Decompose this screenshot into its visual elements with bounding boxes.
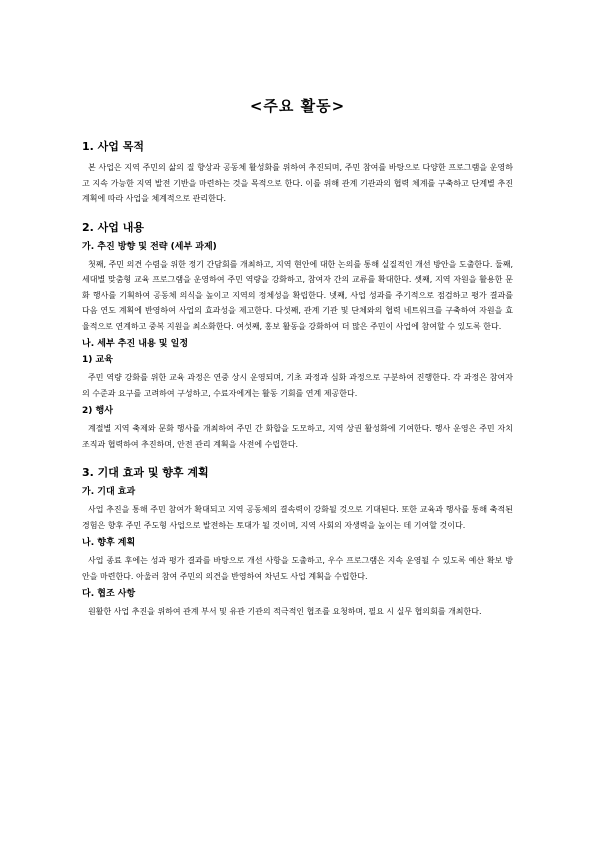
document-title: <주요 활동>	[249, 97, 346, 115]
section-heading: 3. 기대 효과 및 향후 계획	[82, 466, 209, 479]
body-paragraph: 계절별 지역 축제와 문화 행사를 개최하여 주민 간 화합을 도모하고, 지역 상권 활성화에 기여한다. 행사 운영은 주민 자치 조직과 협력하여 추진하며, 안전 관리 계획을 사전에 수립한다.	[82, 424, 513, 449]
document-body	[82, 140, 513, 620]
body-paragraph: 첫째, 주민 의견 수렴을 위한 정기 간담회를 개최하고, 지역 현안에 대한 논의를 통해 실질적인 개선 방안을 도출한다. 둘째, 세대별 맞춤형 교육 프로그램을 운영하여 주민 역량을 강화하고, 참여자 간의 교류를 확대한다. 셋째, 지역 자원을 활용한 문화 행사를 기획하여 공동체 의식을 높이고 지역의 정체성을 확립한다. 넷째, 사업 성과를 주기적으로 점검하고 평가 결과를 다음 연도 계획에 반영하여 사업의 효과성을 제고한다. 다섯째, 관계 기관 및 단체와의 협력 네트워크를 구축하여 자원을 효율적으로 연계하고 중복 지원을 최소화한다. 여섯째, 홍보 활동을 강화하여 더 많은 주민이 사업에 참여할 수 있도록 한다.	[82, 259, 513, 331]
body-paragraph: 본 사업은 지역 주민의 삶의 질 향상과 공동체 활성화를 위하여 추진되며, 주민 참여를 바탕으로 다양한 프로그램을 운영하고 지속 가능한 지역 발전 기반을 마련하는 것을 목적으로 한다. 이를 위해 관계 기관과의 협력 체계를 구축하고 단계별 추진 계획에 따라 사업을 체계적으로 관리한다.	[82, 163, 513, 203]
subheading: 다. 협조 사항	[82, 589, 136, 599]
section-heading: 1. 사업 목적	[82, 140, 144, 153]
section-2	[82, 221, 513, 453]
body-paragraph: 사업 종료 후에는 성과 평가 결과를 바탕으로 개선 사항을 도출하고, 우수 프로그램은 지속 운영될 수 있도록 예산 확보 방안을 마련한다. 아울러 참여 주민의 의견을 반영하여 차년도 사업 계획을 수립한다.	[82, 556, 513, 581]
subheading: 가. 기대 효과	[82, 487, 136, 497]
subheading: 나. 향후 계획	[82, 538, 136, 548]
subheading: 가. 추진 방향 및 전략 (세부 과제)	[82, 241, 217, 252]
subheading: 2) 행사	[82, 406, 113, 416]
body-paragraph: 사업 추진을 통해 주민 참여가 확대되고 지역 공동체의 결속력이 강화될 것으로 기대된다. 또한 교육과 행사를 통해 축적된 경험은 향후 주민 주도형 사업으로 발전하는 토대가 될 것이며, 지역 사회의 자생력을 높이는 데 기여할 것이다.	[82, 505, 513, 530]
body-paragraph: 주민 역량 강화를 위한 교육 과정은 연중 상시 운영되며, 기초 과정과 심화 과정으로 구분하여 진행한다. 각 과정은 참여자의 수준과 요구를 고려하여 구성하고, 수료자에게는 활동 기회를 연계 제공한다.	[82, 373, 513, 398]
section-1	[82, 140, 513, 207]
section-heading: 2. 사업 내용	[82, 220, 144, 234]
subheading: 1) 교육	[82, 355, 113, 365]
body-paragraph: 원활한 사업 추진을 위하여 관계 부서 및 유관 기관의 적극적인 협조를 요청하며, 필요 시 실무 협의회를 개최한다.	[88, 607, 482, 616]
section-3	[82, 466, 513, 620]
subheading: 나. 세부 추진 내용 및 일정	[82, 339, 189, 349]
